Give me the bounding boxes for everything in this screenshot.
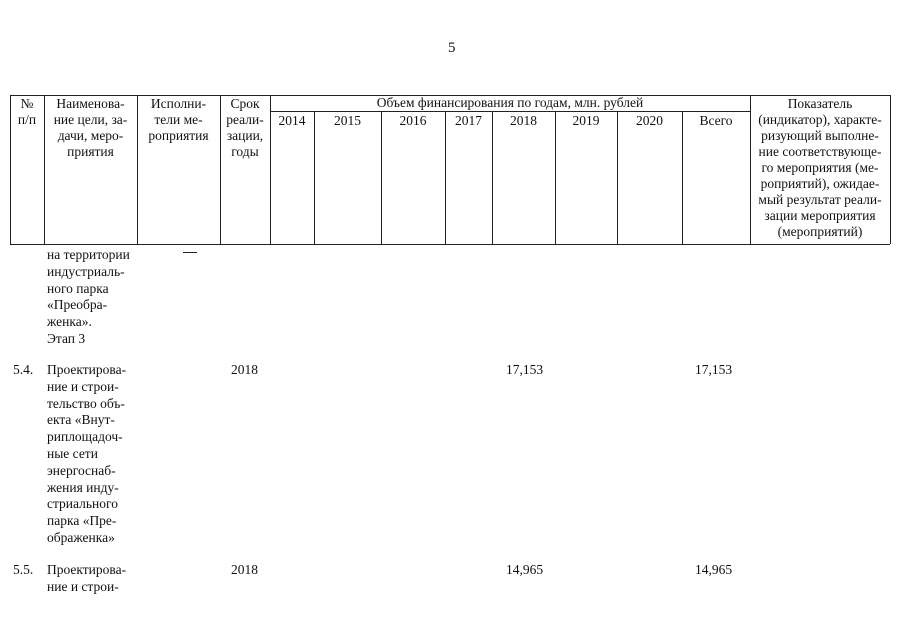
header-year-2020: 2020 [636,113,663,128]
header-term: Срок реали- зации, годы [226,96,264,159]
continuation-executor-dash [183,252,197,253]
row-2018: 14,965 [506,562,544,577]
header-year-2018: 2018 [510,113,537,128]
column-divider [555,111,556,244]
header-funding-group: Объем финансирования по годам, млн. рублей [376,95,644,110]
row-name-text: Проектирова- ние и строи- тельство объ- екта «Внут- риплощадоч- ные сети энергоснаб- жения инду- стриального парка «Пре- ображенка» [47,362,127,545]
column-divider [381,111,382,244]
row-term: 2018 [231,562,258,577]
page-number: 5 [448,40,456,56]
column-divider [682,111,683,244]
column-divider [492,111,493,244]
continuation-name: на территории индустриаль- ного парка «Преобра- женка». Этап 3 [47,247,130,346]
table-header-bottom-border [10,244,890,245]
column-divider [890,95,891,244]
row-total: 14,965 [695,562,733,577]
header-name: Наименова- ние цели, за- дачи, меро- приятия [53,96,128,159]
header-year-2015: 2015 [334,113,361,128]
header-indicator: Показатель (индикатор), характе- ризующий выполне- ние соответствующе- го мероприятия (ме- роприятий), ожидае- мый результат реали- зации мероприятия (мероприятий) [758,96,882,239]
header-year-2014: 2014 [278,113,306,128]
row-term: 2018 [231,362,258,377]
header-executors: Исполни- тели ме- роприятия [148,96,209,143]
row-name [47,362,136,547]
column-divider [314,111,315,244]
header-year-2017: 2017 [455,113,482,128]
row-2018: 17,153 [506,362,544,377]
header-year-2016: 2016 [399,113,427,128]
row-num: 5.4. [13,362,34,377]
header-year-2019: 2019 [572,113,600,128]
row-num: 5.5. [13,562,34,577]
header-num: № п/п [17,96,37,127]
column-divider [445,111,446,244]
column-divider [617,111,618,244]
header-total: Всего [699,113,733,128]
funding-subheader-line [270,111,750,112]
row-total: 17,153 [695,362,733,377]
row-name: Проектирова- ние и строи- [47,562,127,594]
